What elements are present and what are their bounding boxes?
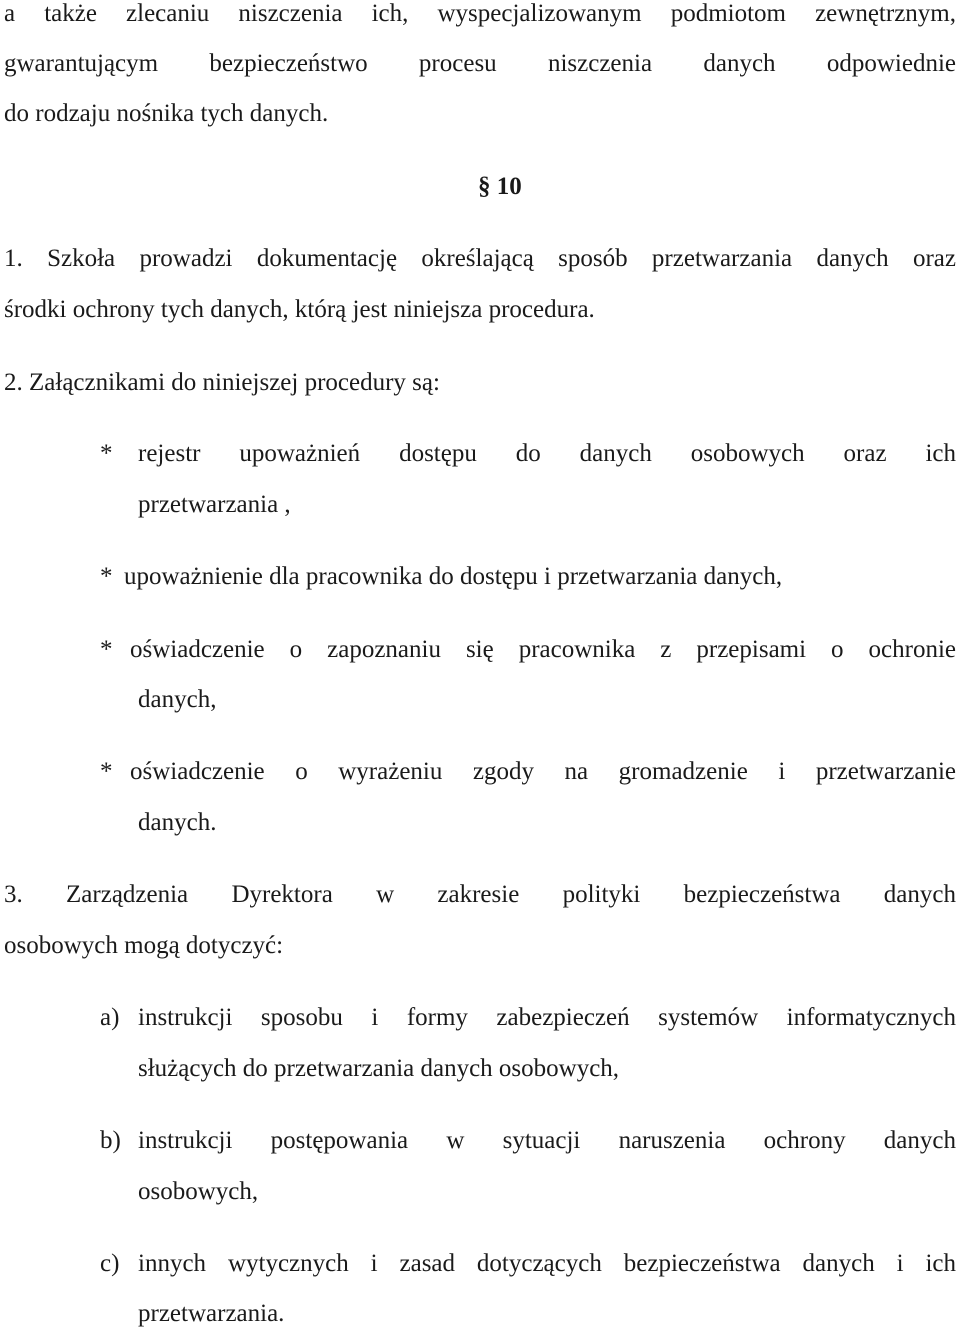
item-a-line-2: służących do przetwarzania danych osobowych, <box>138 1055 620 1082</box>
point-2-intro: 2. Załącznikami do niniejszej procedury są: <box>4 369 440 396</box>
item-c-line-2: przetwarzania. <box>138 1300 285 1327</box>
bullet-marker: * <box>100 440 113 467</box>
intro-line-2: gwarantującym bezpieczeństwo procesu niszczenia danych odpowiednie <box>4 50 956 77</box>
point-1-line-1: 1. Szkoła prowadzi dokumentację określającą sposób przetwarzania danych oraz <box>4 245 956 272</box>
bullet-marker: * <box>100 636 113 663</box>
point-3-line-1: 3. Zarządzenia Dyrektora w zakresie polityki bezpieczeństwa danych <box>4 881 956 908</box>
bullet-4-line-2: danych. <box>138 809 217 836</box>
bullet-marker: * <box>100 563 113 590</box>
item-marker-b: b) <box>100 1127 121 1154</box>
bullet-1-line-1: rejestr upoważnień dostępu do danych osobowych oraz ich <box>138 440 956 467</box>
bullet-4-line-1: oświadczenie o wyrażeniu zgody na gromadzenie i przetwarzanie <box>130 758 956 785</box>
intro-line-3: do rodzaju nośnika tych danych. <box>4 100 329 127</box>
point-3-line-2: osobowych mogą dotyczyć: <box>4 932 284 959</box>
item-b-line-1: instrukcji postępowania w sytuacji naruszenia ochrony danych <box>138 1127 956 1154</box>
bullet-1-line-2: przetwarzania , <box>138 491 291 518</box>
bullet-3-line-2: danych, <box>138 686 217 713</box>
bullet-2-line-1: upoważnienie dla pracownika do dostępu i przetwarzania danych, <box>124 563 783 590</box>
intro-line-1: a także zlecaniu niszczenia ich, wyspecjalizowanym podmiotom zewnętrznym, <box>4 0 956 27</box>
item-b-line-2: osobowych, <box>138 1178 259 1205</box>
item-marker-a: a) <box>100 1004 120 1031</box>
item-marker-c: c) <box>100 1250 120 1277</box>
section-heading: § 10 <box>478 173 522 200</box>
item-c-line-1: innych wytycznych i zasad dotyczących bezpieczeństwa danych i ich <box>138 1250 956 1277</box>
item-a-line-1: instrukcji sposobu i formy zabezpieczeń systemów informatycznych <box>138 1004 956 1031</box>
bullet-3-line-1: oświadczenie o zapoznaniu się pracownika z przepisami o ochronie <box>130 636 956 663</box>
point-1-line-2: środki ochrony tych danych, którą jest niniejsza procedura. <box>4 296 595 323</box>
bullet-marker: * <box>100 758 113 785</box>
